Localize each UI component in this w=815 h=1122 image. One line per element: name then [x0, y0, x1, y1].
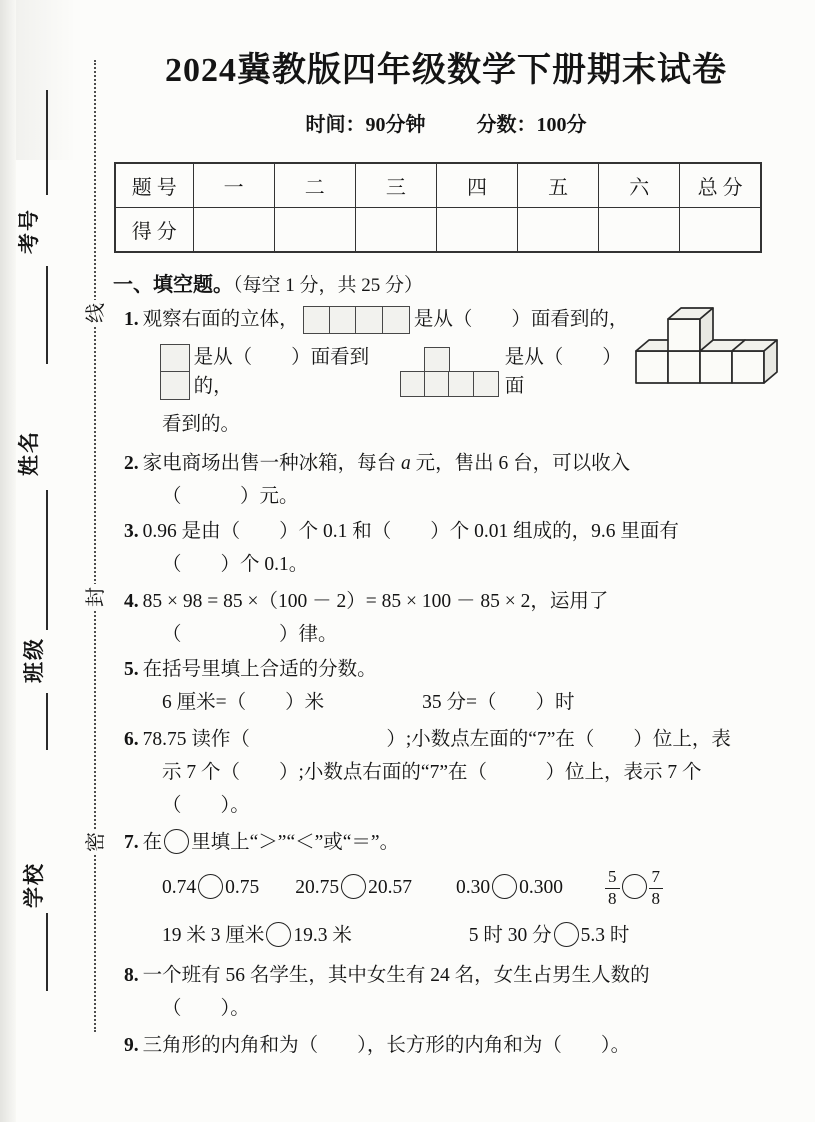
- score-table-score-row: [115, 208, 761, 253]
- q2-line-2: [112, 482, 780, 511]
- fraction: [649, 868, 664, 908]
- shape-cell: [382, 306, 410, 334]
- score-cell-empty: [680, 208, 761, 253]
- q8-blank: （ ）。: [162, 998, 250, 1020]
- score-cell-empty: [436, 208, 517, 253]
- question-number: 4.: [124, 591, 139, 612]
- compare-left: 20.75: [295, 877, 340, 899]
- compare-circle: [622, 874, 647, 899]
- question-number: 8.: [124, 965, 139, 987]
- compare-pair-fraction: [605, 868, 663, 908]
- question-number: 2.: [124, 453, 139, 474]
- question-8: [112, 961, 780, 990]
- q5-line-2: [112, 688, 780, 717]
- seal-blank-line: [46, 90, 48, 195]
- q5-item-min: 35 分=（ ）时: [422, 692, 575, 713]
- compare-pair: [162, 925, 352, 946]
- q7-title-1: 在: [142, 832, 163, 853]
- table-header-cell: 四: [436, 163, 517, 208]
- compare-pair: [162, 873, 259, 903]
- shape-cell: [160, 371, 190, 400]
- fraction-denominator: 8: [608, 888, 617, 908]
- q5-text-1: 在括号里填上合适的分数。: [142, 659, 377, 680]
- variable-a: a: [401, 453, 411, 474]
- seal-field-name: 姓名: [17, 430, 41, 476]
- shape-cell: [424, 347, 450, 373]
- seal-field-school: 学校: [22, 862, 46, 908]
- question-1: [112, 305, 780, 439]
- score-cell-empty: [355, 208, 436, 253]
- table-header-cell: 三: [355, 163, 436, 208]
- compare-right: 20.57: [368, 877, 412, 899]
- q6-blank: （ ）。: [162, 795, 250, 816]
- q2-blank: （ ）元。: [162, 486, 299, 507]
- table-header-cell: 五: [518, 163, 599, 208]
- shape-cell: [424, 371, 450, 397]
- q8-text-1: 一个班有 56 名学生，其中女生有 24 名，女生占男生人数的: [142, 965, 650, 987]
- fraction-numerator: 7: [649, 868, 664, 889]
- q7-compare-row-1: [112, 868, 780, 908]
- exam-meta: [112, 108, 780, 137]
- question-4: [112, 587, 780, 616]
- q1-text-5: 看到的。: [162, 414, 241, 435]
- compare-right: 0.75: [225, 877, 260, 899]
- shape-stack2: [160, 344, 190, 400]
- question-5: [112, 655, 780, 684]
- seal-blank-line: [46, 266, 48, 364]
- question-number: 9.: [124, 1035, 139, 1057]
- compare-circle: [266, 922, 291, 947]
- shape-cell: [160, 344, 190, 373]
- question-6: [112, 725, 780, 754]
- section-heading: [112, 268, 780, 297]
- q1-line-2: [112, 343, 632, 401]
- main-content: [112, 42, 780, 1060]
- scan-shadow-edge: [0, 0, 16, 1122]
- q4-line-2: [112, 620, 780, 649]
- q4-blank: （ ）律。: [162, 624, 338, 645]
- shape-cell: [448, 371, 474, 397]
- compare-pair: [456, 873, 563, 903]
- seal-char-line: 线: [81, 300, 111, 326]
- seal-field-class: 班级: [22, 637, 46, 683]
- shape-row4: [303, 306, 410, 334]
- q1-line-3: [112, 410, 632, 439]
- question-number: 6.: [124, 729, 139, 750]
- q6-text-1: 78.75 读作（ ）;小数点左面的“7”在（ ）位上，表: [142, 729, 731, 750]
- q6-text-2: 示 7 个（ ）;小数点右面的“7”在（ ）位上，表示 7 个: [162, 762, 702, 783]
- compare-circle: [492, 874, 517, 899]
- score-table: [114, 162, 762, 253]
- fraction-denominator: 8: [651, 888, 660, 908]
- shape-cell: [303, 306, 331, 334]
- q1-text-1: 观察右面的立体，: [142, 309, 299, 330]
- seal-blank-line: [46, 490, 48, 630]
- table-header-cell: 总 分: [680, 163, 761, 208]
- table-header-cell: 二: [274, 163, 355, 208]
- compare-right: 19.3 米: [293, 925, 352, 947]
- question-list: [112, 305, 780, 1060]
- score-table-header-row: [115, 163, 761, 208]
- score-row-label: 得 分: [115, 208, 193, 253]
- score-cell-empty: [274, 208, 355, 253]
- question-7: [112, 828, 780, 858]
- seal-field-exam-number: 考号: [17, 208, 41, 254]
- compare-left: 0.30: [456, 877, 491, 899]
- q7-title-2: 里填上“＞”“＜”或“＝”。: [191, 832, 400, 853]
- score-cell-empty: [599, 208, 680, 253]
- section-title: 一、填空题。: [113, 274, 233, 296]
- compare-circle: [554, 922, 579, 947]
- shape-tee: [400, 347, 499, 397]
- q1-text-2: 是从（ ）面看到的，: [413, 309, 629, 330]
- seal-char-feng: 封: [81, 584, 111, 610]
- question-number: 1.: [124, 309, 139, 330]
- table-header-cell: 一: [193, 163, 274, 208]
- fraction-numerator: 5: [605, 868, 620, 889]
- q6-line-2: [112, 758, 780, 787]
- shape-cell: [473, 371, 499, 397]
- q9-text-1: 三角形的内角和为（ ），长方形的内角和为（ ）。: [142, 1035, 631, 1057]
- q8-line-2: [112, 994, 780, 1023]
- q6-line-3: [112, 791, 780, 820]
- question-number: 7.: [124, 832, 139, 853]
- score-cell-empty: [193, 208, 274, 253]
- seal-blank-line: [46, 913, 48, 991]
- seal-dotted-line: [94, 60, 96, 1032]
- shape-cell: [400, 371, 426, 397]
- compare-pair: [469, 925, 630, 946]
- compare-circle: [341, 874, 366, 899]
- score-cell-empty: [518, 208, 599, 253]
- seal-char-mi: 密: [81, 829, 111, 855]
- q5-item-cm: 6 厘米=（ ）米: [162, 692, 325, 713]
- q2-text-1: 家电商场出售一种冰箱，每台: [142, 453, 402, 474]
- total-score-label: 分数：100分: [476, 114, 587, 136]
- compare-left: 0.74: [162, 877, 197, 899]
- q3-text-1: 0.96 是由（ ）个 0.1 和（ ）个 0.01 组成的，9.6 里面有: [142, 521, 679, 542]
- table-header-cell: 六: [599, 163, 680, 208]
- time-label: 时间：90分钟: [305, 114, 426, 136]
- compare-circle: [164, 829, 189, 854]
- compare-pair: [295, 873, 412, 903]
- q4-text-1: 85 × 98 = 85 ×（100 － 2）= 85 × 100 － 85 × 2，运用了: [142, 591, 609, 612]
- q1-text-4: 是从（ ）面: [504, 347, 622, 397]
- exam-title: 2024冀教版四年级数学下册期末试卷: [165, 52, 727, 89]
- question-number: 5.: [124, 659, 139, 680]
- compare-circle: [198, 874, 223, 899]
- q1-line-1: [112, 305, 632, 334]
- shape-cell: [329, 306, 357, 334]
- question-number: 3.: [124, 521, 139, 542]
- cube-figure: [628, 305, 780, 397]
- question-3: [112, 517, 780, 546]
- table-header-cell: 题 号: [115, 163, 193, 208]
- q7-compare-row-2: [112, 921, 780, 951]
- compare-left: 19 米 3 厘米: [162, 925, 265, 947]
- q3-blank: （ ）个 0.1。: [162, 554, 309, 575]
- compare-right: 0.300: [519, 877, 563, 899]
- compare-right: 5.3 时: [580, 925, 630, 947]
- section-note: （每空 1 分，共 25 分）: [233, 275, 424, 296]
- q3-line-2: [112, 550, 780, 579]
- q1-text-3: 是从（ ）面看到的，: [193, 347, 370, 397]
- q2-text-2: 元，售出 6 台，可以收入: [410, 453, 631, 474]
- fraction: [605, 868, 620, 908]
- question-9: [112, 1031, 780, 1060]
- shape-cell: [355, 306, 383, 334]
- seal-blank-line: [46, 693, 48, 750]
- question-2: [112, 449, 780, 478]
- compare-left: 5 时 30 分: [468, 925, 552, 947]
